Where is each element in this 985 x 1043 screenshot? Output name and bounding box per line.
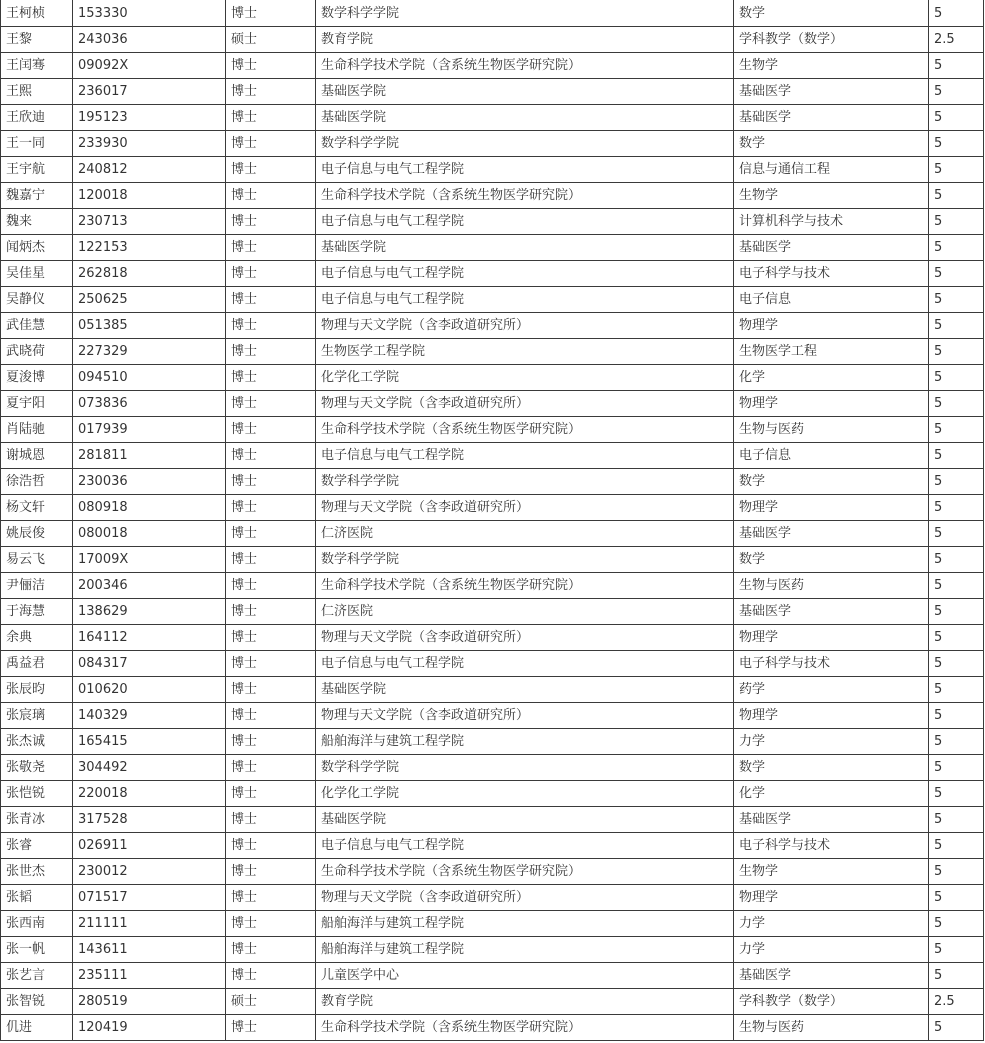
amount-cell: 5 xyxy=(929,599,984,625)
major-cell: 物理学 xyxy=(734,703,929,729)
name-cell: 谢城恩 xyxy=(1,443,73,469)
amount-cell: 5 xyxy=(929,235,984,261)
major-cell: 基础医学 xyxy=(734,235,929,261)
table-row xyxy=(1,0,984,27)
degree-cell: 博士 xyxy=(226,417,316,443)
amount-cell: 5 xyxy=(929,469,984,495)
table-row xyxy=(1,937,984,963)
major-cell: 信息与通信工程 xyxy=(734,157,929,183)
id-cell: 240812 xyxy=(73,157,226,183)
table-row xyxy=(1,521,984,547)
table-row xyxy=(1,573,984,599)
degree-cell: 博士 xyxy=(226,547,316,573)
name-cell: 余典 xyxy=(1,625,73,651)
id-cell: 227329 xyxy=(73,339,226,365)
major-cell: 电子科学与技术 xyxy=(734,651,929,677)
school-cell: 船舶海洋与建筑工程学院 xyxy=(316,729,734,755)
name-cell: 张敬尧 xyxy=(1,755,73,781)
degree-cell: 硕士 xyxy=(226,27,316,53)
name-cell: 杨文轩 xyxy=(1,495,73,521)
school-cell: 基础医学院 xyxy=(316,807,734,833)
amount-cell: 5 xyxy=(929,963,984,989)
major-cell: 物理学 xyxy=(734,313,929,339)
id-cell: 120419 xyxy=(73,1015,226,1041)
major-cell: 数学 xyxy=(734,0,929,27)
id-cell: 165415 xyxy=(73,729,226,755)
id-cell: 211111 xyxy=(73,911,226,937)
name-cell: 张西南 xyxy=(1,911,73,937)
degree-cell: 博士 xyxy=(226,183,316,209)
major-cell: 电子信息 xyxy=(734,443,929,469)
school-cell: 数学科学学院 xyxy=(316,131,734,157)
table-row xyxy=(1,729,984,755)
table-row xyxy=(1,339,984,365)
table-row xyxy=(1,313,984,339)
name-cell: 夏宇阳 xyxy=(1,391,73,417)
school-cell: 物理与天文学院（含李政道研究所） xyxy=(316,391,734,417)
name-cell: 王闰骞 xyxy=(1,53,73,79)
degree-cell: 博士 xyxy=(226,651,316,677)
amount-cell: 5 xyxy=(929,911,984,937)
school-cell: 物理与天文学院（含李政道研究所） xyxy=(316,885,734,911)
school-cell: 基础医学院 xyxy=(316,79,734,105)
degree-cell: 博士 xyxy=(226,157,316,183)
id-cell: 010620 xyxy=(73,677,226,703)
amount-cell: 5 xyxy=(929,391,984,417)
degree-cell: 博士 xyxy=(226,79,316,105)
degree-cell: 博士 xyxy=(226,391,316,417)
name-cell: 王欣迪 xyxy=(1,105,73,131)
school-cell: 基础医学院 xyxy=(316,105,734,131)
major-cell: 数学 xyxy=(734,755,929,781)
major-cell: 生物医学工程 xyxy=(734,339,929,365)
table-row xyxy=(1,1015,984,1041)
major-cell: 物理学 xyxy=(734,885,929,911)
major-cell: 力学 xyxy=(734,937,929,963)
id-cell: 051385 xyxy=(73,313,226,339)
major-cell: 药学 xyxy=(734,677,929,703)
table-row xyxy=(1,287,984,313)
school-cell: 物理与天文学院（含李政道研究所） xyxy=(316,625,734,651)
table-row xyxy=(1,131,984,157)
name-cell: 张青冰 xyxy=(1,807,73,833)
name-cell: 于海慧 xyxy=(1,599,73,625)
school-cell: 仁济医院 xyxy=(316,599,734,625)
school-cell: 电子信息与电气工程学院 xyxy=(316,261,734,287)
degree-cell: 博士 xyxy=(226,495,316,521)
school-cell: 数学科学学院 xyxy=(316,469,734,495)
degree-cell: 博士 xyxy=(226,807,316,833)
major-cell: 生物学 xyxy=(734,183,929,209)
major-cell: 生物与医药 xyxy=(734,1015,929,1041)
id-cell: 317528 xyxy=(73,807,226,833)
major-cell: 生物学 xyxy=(734,859,929,885)
school-cell: 船舶海洋与建筑工程学院 xyxy=(316,937,734,963)
school-cell: 生命科学技术学院（含系统生物医学研究院） xyxy=(316,417,734,443)
name-cell: 张杰诚 xyxy=(1,729,73,755)
degree-cell: 博士 xyxy=(226,287,316,313)
school-cell: 电子信息与电气工程学院 xyxy=(316,651,734,677)
school-cell: 数学科学学院 xyxy=(316,547,734,573)
amount-cell: 2.5 xyxy=(929,27,984,53)
table-row xyxy=(1,963,984,989)
major-cell: 数学 xyxy=(734,131,929,157)
name-cell: 张世杰 xyxy=(1,859,73,885)
school-cell: 电子信息与电气工程学院 xyxy=(316,443,734,469)
table-row xyxy=(1,391,984,417)
degree-cell: 博士 xyxy=(226,781,316,807)
name-cell: 徐浩哲 xyxy=(1,469,73,495)
id-cell: 143611 xyxy=(73,937,226,963)
school-cell: 数学科学学院 xyxy=(316,755,734,781)
name-cell: 闻炳杰 xyxy=(1,235,73,261)
degree-cell: 博士 xyxy=(226,625,316,651)
name-cell: 王一同 xyxy=(1,131,73,157)
name-cell: 吴静仪 xyxy=(1,287,73,313)
degree-cell: 博士 xyxy=(226,755,316,781)
school-cell: 儿童医学中心 xyxy=(316,963,734,989)
major-cell: 化学 xyxy=(734,365,929,391)
amount-cell: 5 xyxy=(929,859,984,885)
id-cell: 153330 xyxy=(73,0,226,27)
school-cell: 电子信息与电气工程学院 xyxy=(316,157,734,183)
id-cell: 243036 xyxy=(73,27,226,53)
major-cell: 学科教学（数学） xyxy=(734,27,929,53)
id-cell: 235111 xyxy=(73,963,226,989)
school-cell: 基础医学院 xyxy=(316,677,734,703)
school-cell: 生物医学工程学院 xyxy=(316,339,734,365)
school-cell: 物理与天文学院（含李政道研究所） xyxy=(316,495,734,521)
table-row xyxy=(1,235,984,261)
table-row xyxy=(1,79,984,105)
amount-cell: 5 xyxy=(929,79,984,105)
id-cell: 084317 xyxy=(73,651,226,677)
name-cell: 魏来 xyxy=(1,209,73,235)
name-cell: 武佳慧 xyxy=(1,313,73,339)
name-cell: 张智锐 xyxy=(1,989,73,1015)
school-cell: 生命科学技术学院（含系统生物医学研究院） xyxy=(316,53,734,79)
id-cell: 073836 xyxy=(73,391,226,417)
name-cell: 张恺锐 xyxy=(1,781,73,807)
school-cell: 生命科学技术学院（含系统生物医学研究院） xyxy=(316,1015,734,1041)
degree-cell: 博士 xyxy=(226,729,316,755)
id-cell: 262818 xyxy=(73,261,226,287)
name-cell: 王熙 xyxy=(1,79,73,105)
id-cell: 236017 xyxy=(73,79,226,105)
degree-cell: 博士 xyxy=(226,443,316,469)
major-cell: 基础医学 xyxy=(734,963,929,989)
table-row xyxy=(1,885,984,911)
name-cell: 武晓荷 xyxy=(1,339,73,365)
name-cell: 王柯桢 xyxy=(1,0,73,27)
major-cell: 基础医学 xyxy=(734,79,929,105)
degree-cell: 博士 xyxy=(226,703,316,729)
school-cell: 电子信息与电气工程学院 xyxy=(316,209,734,235)
school-cell: 物理与天文学院（含李政道研究所） xyxy=(316,703,734,729)
id-cell: 230036 xyxy=(73,469,226,495)
table-row xyxy=(1,261,984,287)
major-cell: 基础医学 xyxy=(734,521,929,547)
amount-cell: 5 xyxy=(929,105,984,131)
table-row xyxy=(1,651,984,677)
amount-cell: 5 xyxy=(929,937,984,963)
amount-cell: 5 xyxy=(929,443,984,469)
id-cell: 120018 xyxy=(73,183,226,209)
table-row xyxy=(1,27,984,53)
table-row xyxy=(1,599,984,625)
school-cell: 船舶海洋与建筑工程学院 xyxy=(316,911,734,937)
id-cell: 017939 xyxy=(73,417,226,443)
id-cell: 094510 xyxy=(73,365,226,391)
id-cell: 138629 xyxy=(73,599,226,625)
table-row xyxy=(1,989,984,1015)
major-cell: 物理学 xyxy=(734,391,929,417)
degree-cell: 博士 xyxy=(226,261,316,287)
table-body xyxy=(1,0,984,1041)
major-cell: 电子科学与技术 xyxy=(734,261,929,287)
name-cell: 张辰昀 xyxy=(1,677,73,703)
major-cell: 基础医学 xyxy=(734,105,929,131)
name-cell: 禹益君 xyxy=(1,651,73,677)
amount-cell: 5 xyxy=(929,365,984,391)
degree-cell: 博士 xyxy=(226,313,316,339)
table-row xyxy=(1,911,984,937)
amount-cell: 5 xyxy=(929,131,984,157)
school-cell: 基础医学院 xyxy=(316,235,734,261)
major-cell: 化学 xyxy=(734,781,929,807)
major-cell: 基础医学 xyxy=(734,599,929,625)
amount-cell: 5 xyxy=(929,417,984,443)
degree-cell: 博士 xyxy=(226,911,316,937)
table-row xyxy=(1,833,984,859)
table-row xyxy=(1,625,984,651)
amount-cell: 5 xyxy=(929,287,984,313)
degree-cell: 博士 xyxy=(226,937,316,963)
degree-cell: 博士 xyxy=(226,885,316,911)
table-row xyxy=(1,547,984,573)
id-cell: 280519 xyxy=(73,989,226,1015)
school-cell: 生命科学技术学院（含系统生物医学研究院） xyxy=(316,859,734,885)
table-row xyxy=(1,53,984,79)
school-cell: 电子信息与电气工程学院 xyxy=(316,833,734,859)
major-cell: 基础医学 xyxy=(734,807,929,833)
major-cell: 物理学 xyxy=(734,495,929,521)
name-cell: 吴佳星 xyxy=(1,261,73,287)
amount-cell: 5 xyxy=(929,755,984,781)
id-cell: 200346 xyxy=(73,573,226,599)
name-cell: 魏嘉宁 xyxy=(1,183,73,209)
table-row xyxy=(1,105,984,131)
amount-cell: 5 xyxy=(929,339,984,365)
school-cell: 化学化工学院 xyxy=(316,365,734,391)
degree-cell: 博士 xyxy=(226,859,316,885)
amount-cell: 5 xyxy=(929,0,984,27)
major-cell: 数学 xyxy=(734,469,929,495)
table-row xyxy=(1,209,984,235)
degree-cell: 博士 xyxy=(226,599,316,625)
major-cell: 学科教学（数学） xyxy=(734,989,929,1015)
table-row xyxy=(1,469,984,495)
school-cell: 生命科学技术学院（含系统生物医学研究院） xyxy=(316,573,734,599)
id-cell: 230713 xyxy=(73,209,226,235)
degree-cell: 博士 xyxy=(226,365,316,391)
major-cell: 计算机科学与技术 xyxy=(734,209,929,235)
amount-cell: 5 xyxy=(929,53,984,79)
degree-cell: 博士 xyxy=(226,573,316,599)
degree-cell: 博士 xyxy=(226,963,316,989)
table-row xyxy=(1,859,984,885)
amount-cell: 5 xyxy=(929,521,984,547)
table-row xyxy=(1,365,984,391)
table-row xyxy=(1,677,984,703)
table-row xyxy=(1,157,984,183)
table-row xyxy=(1,755,984,781)
amount-cell: 5 xyxy=(929,573,984,599)
major-cell: 力学 xyxy=(734,911,929,937)
degree-cell: 博士 xyxy=(226,1015,316,1041)
id-cell: 233930 xyxy=(73,131,226,157)
amount-cell: 5 xyxy=(929,1015,984,1041)
amount-cell: 5 xyxy=(929,313,984,339)
major-cell: 数学 xyxy=(734,547,929,573)
major-cell: 生物学 xyxy=(734,53,929,79)
major-cell: 力学 xyxy=(734,729,929,755)
amount-cell: 5 xyxy=(929,807,984,833)
amount-cell: 5 xyxy=(929,833,984,859)
school-cell: 电子信息与电气工程学院 xyxy=(316,287,734,313)
amount-cell: 5 xyxy=(929,625,984,651)
amount-cell: 5 xyxy=(929,677,984,703)
table-row xyxy=(1,417,984,443)
name-cell: 张艺言 xyxy=(1,963,73,989)
major-cell: 生物与医药 xyxy=(734,417,929,443)
degree-cell: 博士 xyxy=(226,677,316,703)
table-row xyxy=(1,443,984,469)
school-cell: 教育学院 xyxy=(316,989,734,1015)
id-cell: 195123 xyxy=(73,105,226,131)
name-cell: 尹俪洁 xyxy=(1,573,73,599)
name-cell: 易云飞 xyxy=(1,547,73,573)
amount-cell: 5 xyxy=(929,651,984,677)
degree-cell: 博士 xyxy=(226,209,316,235)
school-cell: 化学化工学院 xyxy=(316,781,734,807)
school-cell: 生命科学技术学院（含系统生物医学研究院） xyxy=(316,183,734,209)
table-row xyxy=(1,781,984,807)
table-row xyxy=(1,807,984,833)
id-cell: 071517 xyxy=(73,885,226,911)
amount-cell: 5 xyxy=(929,261,984,287)
amount-cell: 5 xyxy=(929,183,984,209)
table-row xyxy=(1,183,984,209)
degree-cell: 博士 xyxy=(226,339,316,365)
amount-cell: 5 xyxy=(929,209,984,235)
major-cell: 电子信息 xyxy=(734,287,929,313)
degree-cell: 博士 xyxy=(226,469,316,495)
id-cell: 164112 xyxy=(73,625,226,651)
amount-cell: 5 xyxy=(929,729,984,755)
name-cell: 张一帆 xyxy=(1,937,73,963)
id-cell: 17009X xyxy=(73,547,226,573)
id-cell: 304492 xyxy=(73,755,226,781)
degree-cell: 博士 xyxy=(226,833,316,859)
degree-cell: 博士 xyxy=(226,105,316,131)
degree-cell: 博士 xyxy=(226,131,316,157)
amount-cell: 5 xyxy=(929,781,984,807)
name-cell: 肖陆驰 xyxy=(1,417,73,443)
degree-cell: 硕士 xyxy=(226,989,316,1015)
school-cell: 数学科学学院 xyxy=(316,0,734,27)
amount-cell: 5 xyxy=(929,495,984,521)
id-cell: 080018 xyxy=(73,521,226,547)
name-cell: 张韬 xyxy=(1,885,73,911)
amount-cell: 5 xyxy=(929,703,984,729)
amount-cell: 5 xyxy=(929,885,984,911)
school-cell: 教育学院 xyxy=(316,27,734,53)
major-cell: 电子科学与技术 xyxy=(734,833,929,859)
id-cell: 281811 xyxy=(73,443,226,469)
name-cell: 夏浚博 xyxy=(1,365,73,391)
amount-cell: 5 xyxy=(929,547,984,573)
degree-cell: 博士 xyxy=(226,521,316,547)
name-cell: 王宇航 xyxy=(1,157,73,183)
name-cell: 仉进 xyxy=(1,1015,73,1041)
name-cell: 张宸璃 xyxy=(1,703,73,729)
table-row xyxy=(1,703,984,729)
amount-cell: 2.5 xyxy=(929,989,984,1015)
id-cell: 026911 xyxy=(73,833,226,859)
name-cell: 王黎 xyxy=(1,27,73,53)
id-cell: 09092X xyxy=(73,53,226,79)
amount-cell: 5 xyxy=(929,157,984,183)
id-cell: 250625 xyxy=(73,287,226,313)
degree-cell: 博士 xyxy=(226,53,316,79)
name-cell: 姚辰俊 xyxy=(1,521,73,547)
school-cell: 仁济医院 xyxy=(316,521,734,547)
major-cell: 生物与医药 xyxy=(734,573,929,599)
degree-cell: 博士 xyxy=(226,0,316,27)
school-cell: 物理与天文学院（含李政道研究所） xyxy=(316,313,734,339)
major-cell: 物理学 xyxy=(734,625,929,651)
table-row xyxy=(1,495,984,521)
id-cell: 140329 xyxy=(73,703,226,729)
name-cell: 张睿 xyxy=(1,833,73,859)
id-cell: 230012 xyxy=(73,859,226,885)
degree-cell: 博士 xyxy=(226,235,316,261)
id-cell: 080918 xyxy=(73,495,226,521)
id-cell: 220018 xyxy=(73,781,226,807)
id-cell: 122153 xyxy=(73,235,226,261)
